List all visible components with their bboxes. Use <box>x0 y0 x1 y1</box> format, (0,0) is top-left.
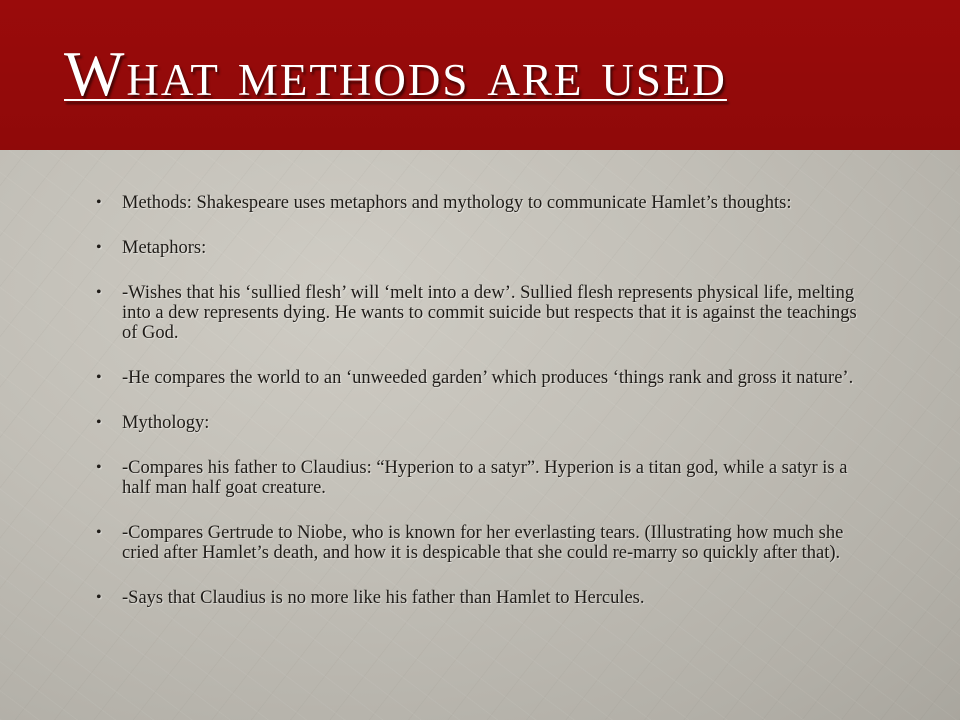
bullet-icon: • <box>96 524 102 541</box>
bullet-list <box>96 193 876 633</box>
bullet-item <box>96 413 876 433</box>
bullet-text: Methods: Shakespeare uses metaphors and mythology to communicate Hamlet’s thoughts: <box>122 193 792 213</box>
bullet-item <box>96 193 876 213</box>
bullet-text: Metaphors: <box>122 238 207 258</box>
slide-title: What methods are used <box>64 38 727 109</box>
bullet-text: -Says that Claudius is no more like his father than Hamlet to Hercules. <box>122 588 645 608</box>
title-banner <box>0 0 960 150</box>
bullet-text: -Wishes that his ‘sullied flesh’ will ‘melt into a dew’. Sullied flesh represents physical life, melting into a dew represents dying. He wants to commit suicide but respects that it is against the teachings of God. <box>122 283 857 343</box>
bullet-icon: • <box>96 239 102 256</box>
bullet-item <box>96 368 876 388</box>
bullet-item <box>96 283 876 343</box>
bullet-item <box>96 588 876 608</box>
bullet-text: -He compares the world to an ‘unweeded garden’ which produces ‘things rank and gross it nature’. <box>122 368 854 388</box>
bullet-item <box>96 238 876 258</box>
bullet-icon: • <box>96 589 102 606</box>
bullet-icon: • <box>96 414 102 431</box>
bullet-text: -Compares Gertrude to Niobe, who is known for her everlasting tears. (Illustrating how much she cried after Hamlet’s death, and how it is despicable that she could re-marry so quickly after that). <box>122 523 844 563</box>
bullet-text: Mythology: <box>122 413 210 433</box>
bullet-icon: • <box>96 194 102 211</box>
bullet-text: -Compares his father to Claudius: “Hyperion to a satyr”. Hyperion is a titan god, while a satyr is a half man half goat creature. <box>122 458 848 498</box>
bullet-icon: • <box>96 459 102 476</box>
bullet-icon: • <box>96 284 102 301</box>
bullet-item <box>96 458 876 498</box>
bullet-item <box>96 523 876 563</box>
bullet-icon: • <box>96 369 102 386</box>
